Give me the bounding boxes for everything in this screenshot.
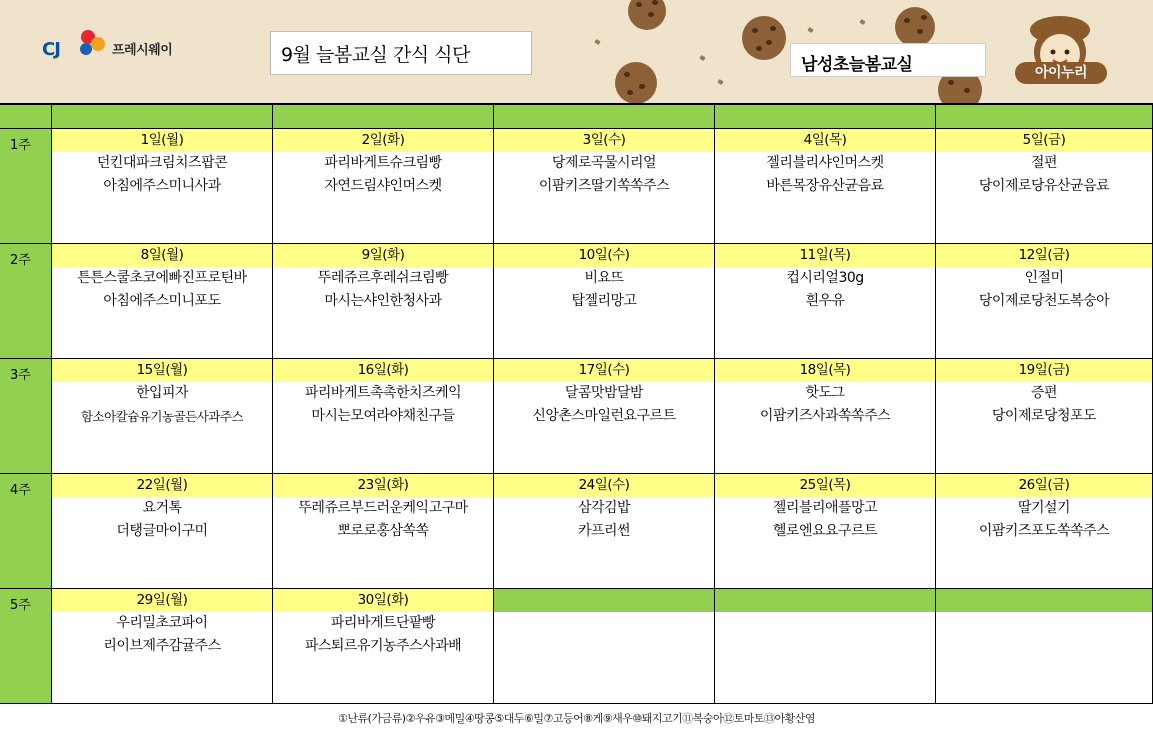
menu-item: 파리바게트단팥빵: [330, 615, 436, 631]
menu-item: 흰우유: [805, 293, 845, 309]
day-date: 24일(수): [494, 474, 714, 497]
header-cell: [52, 105, 273, 129]
day-date: 15일(월): [52, 359, 272, 382]
crumb-decoration: [717, 79, 723, 85]
menu-item: 당이제로당청포도: [991, 408, 1097, 424]
menu-item: 파스퇴르유기농주스사과배: [304, 638, 462, 654]
menu-item: 카프리썬: [577, 523, 631, 539]
day-date: [715, 589, 935, 612]
menu-item: 마시는샤인한청사과: [324, 293, 442, 309]
menu-item: 뽀로로홍삼쏙쏙: [337, 523, 429, 539]
menu-item: 우리밀초코파이: [116, 615, 208, 631]
day-cell: [715, 589, 936, 704]
menu-item: 리이브제주감귤주스: [103, 638, 221, 654]
day-date: [494, 589, 714, 612]
menu-item: 파리바게트슈크림빵: [324, 155, 442, 171]
menu-item: 젤리블리샤인머스켓: [766, 155, 884, 171]
menu-item: 이팜키즈포도쏙쏙주스: [978, 523, 1110, 539]
day-cell: [273, 359, 494, 474]
week-label: 4주: [0, 474, 52, 589]
menu-item: 튼튼스쿨초코에빠진프로틴바: [77, 270, 247, 286]
day-cell: [715, 474, 936, 589]
menu-item: 더탱글마이구미: [116, 523, 208, 539]
day-cell: [936, 359, 1153, 474]
day-cell: [52, 474, 273, 589]
day-cell: [936, 129, 1153, 244]
day-date: 22일(월): [52, 474, 272, 497]
day-date: 23일(화): [273, 474, 493, 497]
menu-item: 던킨대파크림치즈팝콘: [96, 155, 228, 171]
header-cell: [273, 105, 494, 129]
header-banner: [0, 0, 1153, 103]
menu-item: 인절미: [1024, 270, 1064, 286]
menu-grid: [0, 103, 1153, 703]
menu-item: 달콤맛밤달밤: [564, 385, 644, 401]
menu-item: 삼각김밥: [577, 500, 631, 516]
day-cell: [715, 129, 936, 244]
menu-item: 아침에주스미니포도: [103, 293, 221, 309]
day-date: 8일(월): [52, 244, 272, 267]
brand-name: 프레시웨이: [112, 43, 173, 58]
day-date: 2일(화): [273, 129, 493, 152]
day-date: 11일(목): [715, 244, 935, 267]
menu-item: 신앙촌스마일런요구르트: [532, 408, 676, 424]
day-date: 4일(목): [715, 129, 935, 152]
mascot-label: 아이누리: [1015, 62, 1107, 84]
cookie-icon: [615, 62, 657, 103]
day-date: 10일(수): [494, 244, 714, 267]
menu-item: 딸기설기: [1017, 500, 1071, 516]
day-cell: [273, 474, 494, 589]
cookie-icon: [895, 7, 935, 47]
menu-item: 헬로엔요요구르트: [772, 523, 878, 539]
day-cell: [52, 129, 273, 244]
day-cell: [494, 589, 715, 704]
day-date: 12일(금): [936, 244, 1152, 267]
menu-item: 탑젤리망고: [571, 293, 637, 309]
header-cell: [0, 105, 52, 129]
header-cell: [936, 105, 1153, 129]
day-date: 16일(화): [273, 359, 493, 382]
week-label: 2주: [0, 244, 52, 359]
menu-item: 한입피자: [135, 385, 189, 401]
menu-item: 요거톡: [142, 500, 182, 516]
day-date: 3일(수): [494, 129, 714, 152]
menu-item: 자연드림샤인머스켓: [324, 178, 442, 194]
week-row: [0, 129, 1153, 244]
day-cell: [52, 244, 273, 359]
day-cell: [52, 359, 273, 474]
crumb-decoration: [594, 39, 600, 45]
menu-item: 뚜레쥬르후레쉬크림빵: [317, 270, 449, 286]
week-row: [0, 589, 1153, 704]
day-cell: [273, 244, 494, 359]
cookie-icon: [742, 16, 786, 60]
day-date: 25일(목): [715, 474, 935, 497]
menu-item: 당이제로당유산균음료: [978, 178, 1110, 194]
school-name: 남성초늘봄교실: [790, 43, 986, 77]
day-date: 29일(월): [52, 589, 272, 612]
menu-item: 아침에주스미니사과: [103, 178, 221, 194]
week-label: 5주: [0, 589, 52, 704]
menu-item: 당이제로당천도복숭아: [978, 293, 1110, 309]
week-row: [0, 244, 1153, 359]
menu-item: 바른목장유산균음료: [766, 178, 884, 194]
page-title: 9월 늘봄교실 간식 식단: [270, 31, 532, 75]
week-row: [0, 474, 1153, 589]
menu-item: 핫도그: [805, 385, 845, 401]
day-cell: [494, 359, 715, 474]
day-cell: [52, 589, 273, 704]
day-cell: [936, 474, 1153, 589]
day-date: 17일(수): [494, 359, 714, 382]
day-cell: [494, 244, 715, 359]
menu-item: 뚜레쥬르부드러운케익고구마: [298, 500, 468, 516]
cj-logo: [42, 27, 110, 63]
week-label: 1주: [0, 129, 52, 244]
menu-item: 컵시리얼30g: [786, 270, 864, 286]
menu-item: 당제로곡물시리얼: [551, 155, 657, 171]
day-cell: [936, 244, 1153, 359]
header-cell: [715, 105, 936, 129]
cj-logo-text: CJ: [42, 39, 60, 60]
grid-header-row: [0, 105, 1153, 129]
menu-item: 함소아칼슘유기농골든사과주스: [80, 409, 244, 424]
day-cell: [273, 129, 494, 244]
menu-item: 증편: [1030, 385, 1058, 401]
crumb-decoration: [859, 19, 865, 25]
week-row: [0, 359, 1153, 474]
menu-item: 비요뜨: [584, 270, 624, 286]
day-cell: [715, 244, 936, 359]
menu-item: 이팜키즈사과쏙쏙주스: [759, 408, 891, 424]
day-cell: [494, 129, 715, 244]
day-date: 1일(월): [52, 129, 272, 152]
menu-item: 이팜키즈딸기쏙쏙주스: [538, 178, 670, 194]
day-date: 18일(목): [715, 359, 935, 382]
menu-item: 절편: [1030, 155, 1058, 171]
crumb-decoration: [807, 27, 813, 33]
cj-logo-petals-icon: [42, 27, 110, 63]
day-date: 9일(화): [273, 244, 493, 267]
menu-item: 마시는모여라야채친구들: [311, 408, 455, 424]
cookie-icon: [628, 0, 666, 30]
day-date: 30일(화): [273, 589, 493, 612]
crumb-decoration: [699, 55, 705, 61]
menu-item: 파리바게트촉촉한치즈케익: [304, 385, 462, 401]
week-label: 3주: [0, 359, 52, 474]
day-date: 26일(금): [936, 474, 1152, 497]
menu-item: 젤리블리애플망고: [772, 500, 878, 516]
day-date: [936, 589, 1152, 612]
allergy-footnote: ①난류(가금류)②우유③메밀④땅콩⑤대두⑥밀⑦고등어⑧게⑨새우⑩돼지고기⑪복숭아⑫토마토⑬아황산염: [338, 712, 815, 725]
header-cell: [494, 105, 715, 129]
day-cell: [715, 359, 936, 474]
day-cell: [273, 589, 494, 704]
day-cell: [494, 474, 715, 589]
day-date: 5일(금): [936, 129, 1152, 152]
day-date: 19일(금): [936, 359, 1152, 382]
day-cell: [936, 589, 1153, 704]
